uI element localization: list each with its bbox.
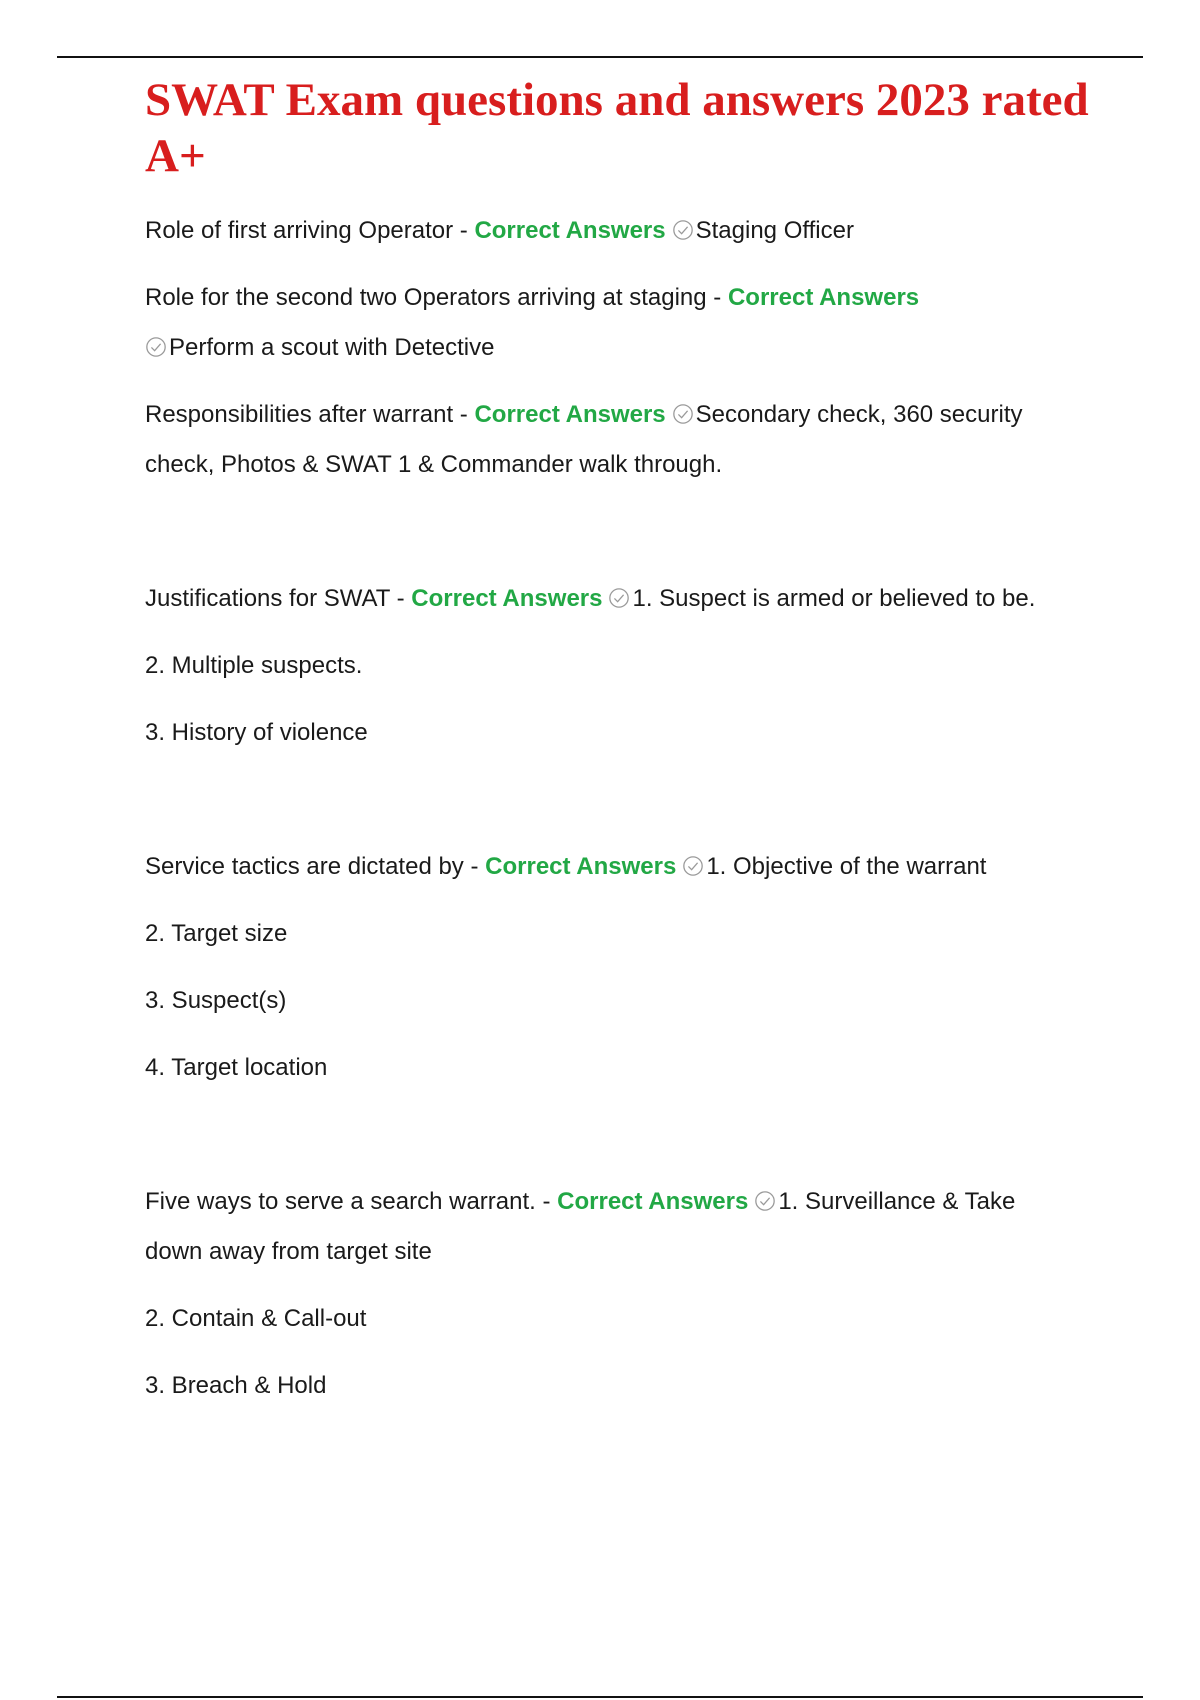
- qa-item-5: [145, 842, 1105, 1093]
- question-text: Justifications for SWAT: [145, 585, 390, 612]
- qa-line: [145, 1177, 1105, 1227]
- answer-list-item: 4. Target location: [145, 1054, 328, 1081]
- qa-item-6: [145, 1177, 1105, 1411]
- answer-text: 1. Objective of the warrant: [706, 853, 987, 880]
- answer-list-item: 3. Suspect(s): [145, 987, 287, 1014]
- answer-list-item: 2. Multiple suspects.: [145, 652, 363, 679]
- separator: -: [453, 217, 475, 244]
- answer-list-item: 3. History of violence: [145, 719, 368, 746]
- answer-continuation: check, Photos & SWAT 1 & Commander walk through.: [145, 451, 723, 478]
- check-circle-icon: [682, 855, 704, 877]
- answer-text: Staging Officer: [695, 217, 854, 244]
- question-text: Five ways to serve a search warrant.: [145, 1188, 536, 1215]
- answer-text: Secondary check, 360 security: [695, 401, 1023, 428]
- question-text: Role for the second two Operators arriving at staging: [145, 284, 707, 311]
- answer-list-item: 3. Breach & Hold: [145, 1372, 327, 1399]
- separator: -: [535, 1188, 558, 1215]
- qa-item-2: [145, 273, 1105, 373]
- answer-continuation: down away from target site: [145, 1238, 432, 1265]
- answer-label: Correct Answers: [557, 1188, 749, 1215]
- separator: -: [463, 853, 486, 880]
- check-circle-icon: [672, 219, 694, 241]
- answer-text: Perform a scout with Detective: [169, 334, 495, 361]
- qa-line: [145, 273, 1105, 323]
- qa-item-3: [145, 390, 1105, 490]
- check-circle-icon: [145, 336, 167, 358]
- qa-item-1: [145, 206, 1105, 256]
- document-body: [145, 72, 1105, 1411]
- qa-line: [145, 206, 1105, 256]
- answer-text: 1. Suspect is armed or believed to be.: [632, 585, 1036, 612]
- qa-line: [145, 842, 1105, 892]
- answer-label: Correct Answers: [727, 284, 920, 311]
- document-title: SWAT Exam questions and answers 2023 rated A+: [145, 74, 1089, 182]
- qa-item-4: [145, 574, 1105, 758]
- separator: -: [706, 284, 728, 311]
- top-rule: [57, 56, 1143, 58]
- answer-label: Correct Answers: [474, 217, 666, 244]
- check-circle-icon: [608, 587, 630, 609]
- answer-list-item: 2. Target size: [145, 920, 288, 947]
- separator: -: [453, 401, 475, 428]
- answer-label: Correct Answers: [474, 401, 666, 428]
- qa-line: [145, 390, 1105, 440]
- answer-list-item: 2. Contain & Call-out: [145, 1305, 367, 1332]
- separator: -: [389, 585, 412, 612]
- question-text: Role of first arriving Operator: [145, 217, 454, 244]
- bottom-rule: [57, 1696, 1143, 1698]
- answer-label: Correct Answers: [411, 585, 603, 612]
- check-circle-icon: [672, 403, 694, 425]
- qa-line: [145, 323, 1105, 373]
- answer-text: 1. Surveillance & Take: [778, 1188, 1016, 1215]
- qa-line: [145, 574, 1105, 624]
- question-text: Responsibilities after warrant: [145, 401, 454, 428]
- answer-label: Correct Answers: [485, 853, 677, 880]
- question-text: Service tactics are dictated by: [145, 853, 464, 880]
- check-circle-icon: [754, 1190, 776, 1212]
